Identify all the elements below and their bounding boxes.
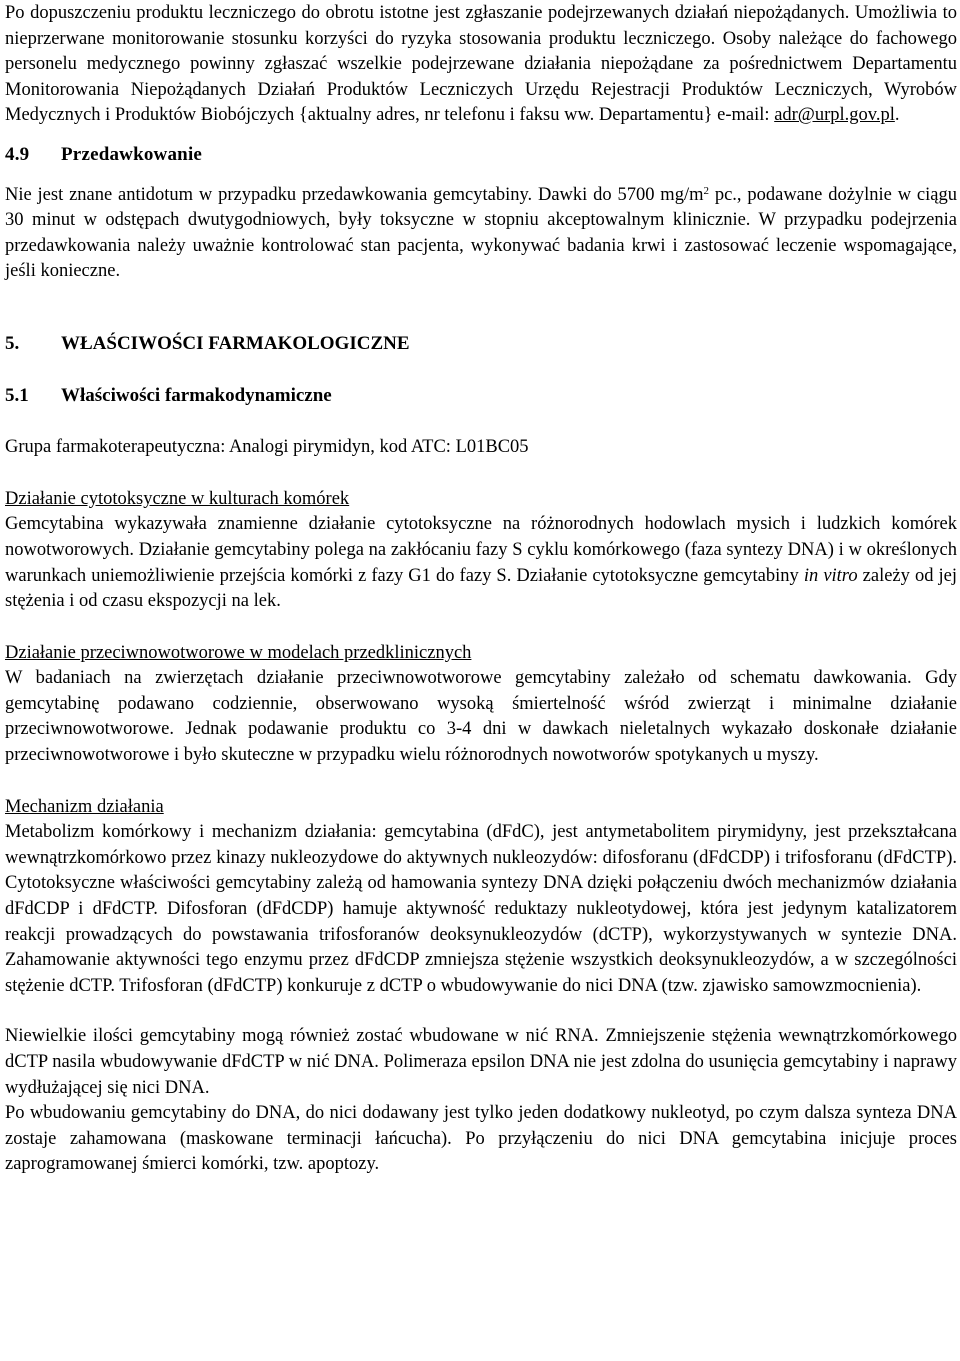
intro-text-end: . bbox=[894, 105, 900, 126]
mechanism-heading bbox=[5, 795, 957, 821]
apoptosis-paragraph: Po wbudowaniu gemcytabiny do DNA, do nici dodawany jest tylko jeden dodatkowy nukleotyd, po czym dalsza synteza DNA zostaje zahamowana (maskowane terminacji łańcucha). Po przyłączeniu do nici DNA gemcytabina inicjuje proces zaprogramowanej śmierci komórki, tzw. apoptozy. bbox=[5, 1103, 957, 1175]
overdose-paragraph bbox=[5, 183, 957, 285]
section-number: 5.1 bbox=[5, 384, 29, 406]
intro-paragraph bbox=[5, 1, 957, 129]
cytotoxic-text: Gemcytabina wykazywała znamienne działanie cytotoksyczne na różnorodnych hodowlach mysich i ludzkich komórek nowotworowych. Działanie gemcytabiny polega na zakłócaniu fazy S cyklu komórkowego (faza syntezy DNA) i w określonych warunkach uniemożliwienie przejścia komórki z fazy G1 do fazy S. Działanie cytotoksyczne gemcytabiny bbox=[5, 514, 957, 586]
email-link[interactable]: adr@urpl.gov.pl bbox=[774, 105, 895, 126]
section-number: 5. bbox=[5, 332, 20, 354]
subsection-label: Mechanizm działania bbox=[5, 796, 164, 817]
cytotoxic-text-end: zależy od jej stężenia i od czasu ekspozycji na lek. bbox=[5, 565, 957, 612]
intro-text: Po dopuszczeniu produktu leczniczego do obrotu istotne jest zgłaszanie podejrzewanych działań niepożądanych. Umożliwia to nieprzerwane monitorowanie stosunku korzyści do ryzyka stosowania produktu leczniczego. Osoby należące do fachowego personelu medycznego powinny zgłaszać wszelkie podejrzewane działania niepożądane za pośrednictwem Departamentu Monitorowania Niepożądanych Działań Produktów Leczniczych Urzędu Rejestracji Produktów Leczniczych, Wyrobów Medycznych i Produktów Biobójczych {aktualny adres, nr telefonu i faksu ww. Departamentu} e-mail: bbox=[5, 3, 957, 126]
section-title: WŁAŚCIWOŚCI FARMAKOLOGICZNE bbox=[61, 332, 410, 354]
rna-paragraph: Niewielkie ilości gemcytabiny mogą również zostać wbudowane w nić RNA. Zmniejszenie stężenia wewnątrzkomórkowego dCTP nasila wbudowywanie dFdCTP w nić DNA. Polimeraza epsilon DNA nie jest zdolna do usunięcia gemcytabiny i naprawy wydłużającej się nici DNA. bbox=[5, 1026, 957, 1098]
overdose-text: Nie jest znane antidotum w przypadku przedawkowania gemcytabiny. Dawki do 5700 mg/m bbox=[5, 184, 704, 205]
document-page bbox=[5, 0, 957, 1178]
section-4-9-heading bbox=[5, 142, 957, 168]
subsection-label: Działanie przeciwnowotworowe w modelach przedklinicznych bbox=[5, 642, 472, 663]
section-5-heading bbox=[5, 331, 957, 357]
section-title: Właściwości farmakodynamiczne bbox=[61, 384, 332, 406]
section-5-1-heading bbox=[5, 383, 957, 409]
section-number: 4.9 bbox=[5, 143, 30, 165]
mechanism-paragraph: Metabolizm komórkowy i mechanizm działania: gemcytabina (dFdC), jest antymetabolitem pirymidyny, jest przekształcana wewnątrzkomórkowo przez kinazy nukleozydowe do aktywnych nukleozydów: difosforanu (dFdCDP) i trifosforanu (dFdCTP). Cytotoksyczne właściwości gemcytabiny zależą od hamowania syntezy DNA dzięki połączeniu dwóch mechanizmów działania dFdCDP i dFdCTP. Difosforan (dFdCDP) hamuje aktywność reduktazy nukleotydowej, która jest jedynym katalizatorem reakcji prowadzących do powstawania trifosforanów deoksynukleozydów (dCTP), wykorzystywanych w syntezie DNA. Zahamowanie aktywności tego enzymu przez dFdCDP zmniejsza stężenie wszystkich deoksynukleozydów, a w szczególności stężenie dCTP. Trifosforan (dFdCTP) konkuruje z dCTP o wbudowywanie do nici DNA (tzw. zjawisko samowzmocnienia). bbox=[5, 822, 957, 996]
cytotoxic-heading bbox=[5, 487, 957, 513]
overdose-text-end: pc., podawane dożylnie w ciągu 30 minut w odstępach dwutygodniowych, były toksyczne w stopniu akceptowalnym klinicznie. W przypadku podejrzenia przedawkowania należy uważnie kontrolować stan pacjenta, wykonywać badania krwi i zastosować leczenie wspomagające, jeśli konieczne. bbox=[5, 184, 957, 282]
antitumor-paragraph: W badaniach na zwierzętach działanie przeciwnowotworowe gemcytabiny zależało od schematu dawkowania. Gdy gemcytabinę podawano codziennie, obserwowano wysoką śmiertelność wśród zwierząt i minimalne działanie przeciwnowotworowe. Jednak podawanie produktu co 3-4 dni w dawkach nieletalnych wykazało doskonałe działanie przeciwnowotworowe i było skuteczne w przypadku wielu różnorodnych nowotworów spotykanych u myszy. bbox=[5, 668, 957, 766]
antitumor-heading bbox=[5, 641, 957, 667]
italic-term: in vitro bbox=[803, 565, 858, 586]
pharmacotherapeutic-group: Grupa farmakoterapeutyczna: Analogi pirymidyn, kod ATC: L01BC05 bbox=[5, 437, 529, 458]
cytotoxic-paragraph bbox=[5, 512, 957, 614]
section-title: Przedawkowanie bbox=[61, 143, 203, 165]
superscript: 2 bbox=[703, 184, 709, 197]
subsection-label: Działanie cytotoksyczne w kulturach komórek bbox=[5, 488, 350, 509]
